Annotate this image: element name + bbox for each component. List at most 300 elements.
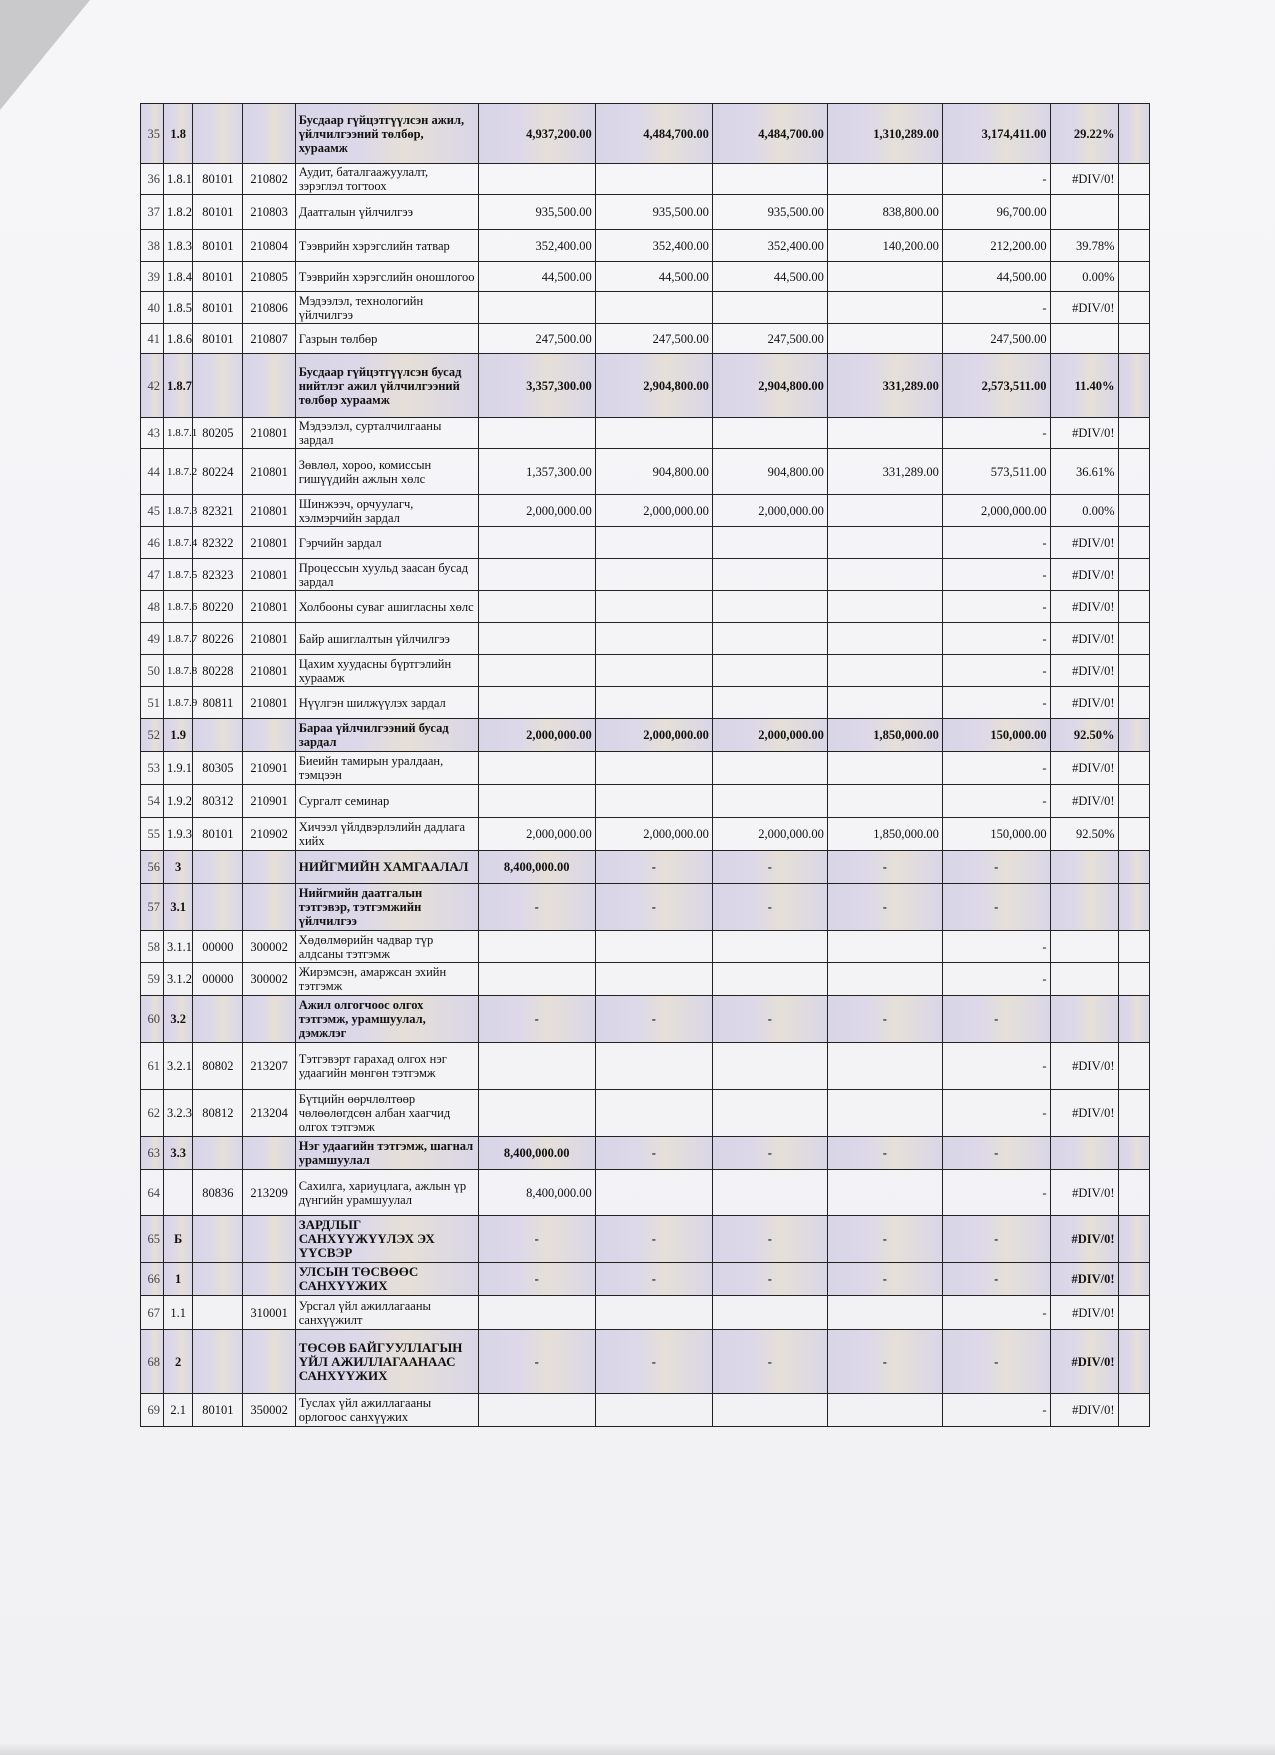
table-row xyxy=(141,1263,1150,1296)
value-col-5: 150,000.00 xyxy=(942,719,1050,752)
sub-code xyxy=(243,1263,295,1296)
table-row xyxy=(141,1043,1150,1090)
table-row xyxy=(141,884,1150,931)
value-col-5: - xyxy=(942,851,1050,884)
percent-cell: #DIV/0! xyxy=(1050,591,1118,623)
row-code: 1.8.7 xyxy=(164,354,193,418)
value-col-1: 8,400,000.00 xyxy=(478,1137,595,1170)
value-col-5: - xyxy=(942,687,1050,719)
value-col-5: 3,174,411.00 xyxy=(942,104,1050,164)
value-col-1: 3,357,300.00 xyxy=(478,354,595,418)
value-col-5: 2,000,000.00 xyxy=(942,495,1050,527)
value-col-5: - xyxy=(942,1043,1050,1090)
value-col-3: 2,000,000.00 xyxy=(712,495,827,527)
value-col-2 xyxy=(595,1170,712,1216)
row-name: Мэдээлэл, технологийн үйлчилгээ xyxy=(295,292,478,324)
row-number: 42 xyxy=(141,354,164,418)
value-col-2 xyxy=(595,1043,712,1090)
row-code: 1.8 xyxy=(164,104,193,164)
table-row xyxy=(141,230,1150,262)
economic-code: 80101 xyxy=(193,818,243,851)
value-col-3 xyxy=(712,752,827,785)
value-col-3 xyxy=(712,931,827,963)
blank-cell xyxy=(1118,785,1149,818)
economic-code xyxy=(193,1296,243,1330)
row-code: 1.8.7.7 xyxy=(164,623,193,655)
table-row xyxy=(141,752,1150,785)
value-col-1 xyxy=(478,164,595,195)
row-code: 1.9.2 xyxy=(164,785,193,818)
percent-cell: #DIV/0! xyxy=(1050,623,1118,655)
percent-cell xyxy=(1050,324,1118,354)
value-col-1 xyxy=(478,591,595,623)
value-col-5: - xyxy=(942,752,1050,785)
row-name: Нэг удаагийн тэтгэмж, шагнал урамшуулал xyxy=(295,1137,478,1170)
value-col-3: - xyxy=(712,884,827,931)
value-col-2: 44,500.00 xyxy=(595,262,712,292)
value-col-5: - xyxy=(942,996,1050,1043)
value-col-1: 2,000,000.00 xyxy=(478,818,595,851)
value-col-1: - xyxy=(478,884,595,931)
table-row xyxy=(141,418,1150,449)
row-name: Тээврийн хэрэгслийн оношлогоо xyxy=(295,262,478,292)
table-row xyxy=(141,354,1150,418)
percent-cell: #DIV/0! xyxy=(1050,1263,1118,1296)
value-col-2 xyxy=(595,752,712,785)
value-col-4: 1,850,000.00 xyxy=(827,719,942,752)
value-col-4 xyxy=(827,655,942,687)
sub-code: 210902 xyxy=(243,818,295,851)
row-code: 1.8.7.9 xyxy=(164,687,193,719)
value-col-3 xyxy=(712,963,827,996)
sub-code: 210801 xyxy=(243,687,295,719)
value-col-3 xyxy=(712,418,827,449)
row-number: 45 xyxy=(141,495,164,527)
percent-cell xyxy=(1050,931,1118,963)
table-row xyxy=(141,623,1150,655)
blank-cell xyxy=(1118,818,1149,851)
row-number: 61 xyxy=(141,1043,164,1090)
percent-cell xyxy=(1050,195,1118,230)
row-code: 1.8.5 xyxy=(164,292,193,324)
row-code: 3.3 xyxy=(164,1137,193,1170)
economic-code xyxy=(193,104,243,164)
value-col-4 xyxy=(827,591,942,623)
table-body xyxy=(141,104,1150,1427)
value-col-3: 2,000,000.00 xyxy=(712,719,827,752)
value-col-4: 331,289.00 xyxy=(827,354,942,418)
value-col-5: - xyxy=(942,1263,1050,1296)
blank-cell xyxy=(1118,449,1149,495)
row-number: 49 xyxy=(141,623,164,655)
sub-code: 213207 xyxy=(243,1043,295,1090)
economic-code: 80812 xyxy=(193,1090,243,1137)
economic-code xyxy=(193,354,243,418)
percent-cell xyxy=(1050,963,1118,996)
blank-cell xyxy=(1118,752,1149,785)
sub-code: 350002 xyxy=(243,1394,295,1427)
economic-code: 80220 xyxy=(193,591,243,623)
value-col-4 xyxy=(827,752,942,785)
percent-cell xyxy=(1050,1137,1118,1170)
value-col-1: 8,400,000.00 xyxy=(478,851,595,884)
value-col-3: 352,400.00 xyxy=(712,230,827,262)
value-col-2: 352,400.00 xyxy=(595,230,712,262)
row-number: 66 xyxy=(141,1263,164,1296)
value-col-1: 4,937,200.00 xyxy=(478,104,595,164)
value-col-3 xyxy=(712,1043,827,1090)
value-col-4 xyxy=(827,1043,942,1090)
row-name: Нүүлгэн шилжүүлэх зардал xyxy=(295,687,478,719)
table-row xyxy=(141,719,1150,752)
value-col-4: - xyxy=(827,996,942,1043)
value-col-5: - xyxy=(942,591,1050,623)
percent-cell: #DIV/0! xyxy=(1050,687,1118,719)
economic-code: 82322 xyxy=(193,527,243,559)
value-col-1: 44,500.00 xyxy=(478,262,595,292)
sub-code xyxy=(243,1330,295,1394)
value-col-2: 2,000,000.00 xyxy=(595,719,712,752)
percent-cell: 39.78% xyxy=(1050,230,1118,262)
sub-code xyxy=(243,354,295,418)
value-col-5: - xyxy=(942,1296,1050,1330)
blank-cell xyxy=(1118,687,1149,719)
percent-cell: #DIV/0! xyxy=(1050,1216,1118,1263)
row-code: 3.1.2 xyxy=(164,963,193,996)
value-col-5: - xyxy=(942,963,1050,996)
percent-cell: #DIV/0! xyxy=(1050,1330,1118,1394)
value-col-5: - xyxy=(942,655,1050,687)
row-number: 60 xyxy=(141,996,164,1043)
table-row xyxy=(141,1090,1150,1137)
sub-code: 210801 xyxy=(243,559,295,591)
row-number: 51 xyxy=(141,687,164,719)
value-col-3 xyxy=(712,785,827,818)
value-col-2 xyxy=(595,785,712,818)
blank-cell xyxy=(1118,559,1149,591)
row-name: Туслах үйл ажиллагааны орлогоос санхүүжих xyxy=(295,1394,478,1427)
value-col-1 xyxy=(478,655,595,687)
value-col-2 xyxy=(595,527,712,559)
value-col-4: - xyxy=(827,851,942,884)
value-col-3 xyxy=(712,1296,827,1330)
value-col-4: 331,289.00 xyxy=(827,449,942,495)
economic-code: 80101 xyxy=(193,164,243,195)
value-col-3: 935,500.00 xyxy=(712,195,827,230)
value-col-5: 96,700.00 xyxy=(942,195,1050,230)
sub-code: 210803 xyxy=(243,195,295,230)
page-bottom-edge xyxy=(0,1743,1275,1755)
value-col-1: - xyxy=(478,1330,595,1394)
table-row xyxy=(141,1170,1150,1216)
row-name: Хөдөлмөрийн чадвар түр алдсаны тэтгэмж xyxy=(295,931,478,963)
budget-table xyxy=(140,103,1150,1427)
value-col-3: 2,904,800.00 xyxy=(712,354,827,418)
row-name: Холбооны суваг ашигласны хөлс xyxy=(295,591,478,623)
sub-code: 300002 xyxy=(243,963,295,996)
sub-code: 210802 xyxy=(243,164,295,195)
value-col-4: - xyxy=(827,1216,942,1263)
economic-code: 80811 xyxy=(193,687,243,719)
row-name: Жирэмсэн, амаржсан эхийн тэтгэмж xyxy=(295,963,478,996)
percent-cell: 0.00% xyxy=(1050,495,1118,527)
row-name: Хичээл үйлдвэрлэлийн дадлага хийх xyxy=(295,818,478,851)
value-col-3: 247,500.00 xyxy=(712,324,827,354)
row-name: Гэрчийн зардал xyxy=(295,527,478,559)
sub-code: 210901 xyxy=(243,752,295,785)
row-number: 59 xyxy=(141,963,164,996)
row-number: 68 xyxy=(141,1330,164,1394)
value-col-5: - xyxy=(942,527,1050,559)
value-col-5: - xyxy=(942,884,1050,931)
value-col-3 xyxy=(712,1090,827,1137)
table-row xyxy=(141,931,1150,963)
table-row xyxy=(141,495,1150,527)
blank-cell xyxy=(1118,495,1149,527)
table-row xyxy=(141,559,1150,591)
row-name: Нийгмийн даатгалын тэтгэвэр, тэтгэмжийн үйлчилгээ xyxy=(295,884,478,931)
row-code xyxy=(164,1170,193,1216)
table-row xyxy=(141,449,1150,495)
economic-code: 80312 xyxy=(193,785,243,818)
value-col-3: 904,800.00 xyxy=(712,449,827,495)
blank-cell xyxy=(1118,1090,1149,1137)
percent-cell: 11.40% xyxy=(1050,354,1118,418)
economic-code xyxy=(193,884,243,931)
value-col-1 xyxy=(478,1394,595,1427)
row-name: ЗАРДЛЫГ САНХҮҮЖҮҮЛЭХ ЭХ ҮҮСВЭР xyxy=(295,1216,478,1263)
row-number: 38 xyxy=(141,230,164,262)
row-code: 3 xyxy=(164,851,193,884)
sub-code: 300002 xyxy=(243,931,295,963)
sub-code: 210806 xyxy=(243,292,295,324)
value-col-1 xyxy=(478,623,595,655)
value-col-1 xyxy=(478,559,595,591)
row-name: Ажил олгогчоос олгох тэтгэмж, урамшуулал, дэмжлэг xyxy=(295,996,478,1043)
row-code: 3.2.3 xyxy=(164,1090,193,1137)
row-code: 3.1.1 xyxy=(164,931,193,963)
value-col-3 xyxy=(712,559,827,591)
value-col-3: - xyxy=(712,1330,827,1394)
row-number: 69 xyxy=(141,1394,164,1427)
blank-cell xyxy=(1118,1330,1149,1394)
economic-code: 80205 xyxy=(193,418,243,449)
blank-cell xyxy=(1118,1394,1149,1427)
row-name: Сахилга, хариуцлага, ажлын үр дүнгийн урамшуулал xyxy=(295,1170,478,1216)
row-code: 1.8.7.4 xyxy=(164,527,193,559)
economic-code: 80305 xyxy=(193,752,243,785)
row-name: Цахим хуудасны бүртгэлийн хураамж xyxy=(295,655,478,687)
row-number: 50 xyxy=(141,655,164,687)
value-col-3 xyxy=(712,655,827,687)
value-col-4 xyxy=(827,262,942,292)
sub-code xyxy=(243,1137,295,1170)
sub-code: 210805 xyxy=(243,262,295,292)
value-col-2: - xyxy=(595,884,712,931)
economic-code: 00000 xyxy=(193,931,243,963)
value-col-5: - xyxy=(942,164,1050,195)
blank-cell xyxy=(1118,851,1149,884)
row-number: 64 xyxy=(141,1170,164,1216)
value-col-3 xyxy=(712,1170,827,1216)
economic-code xyxy=(193,851,243,884)
value-col-4 xyxy=(827,527,942,559)
value-col-3: - xyxy=(712,851,827,884)
row-name: Аудит, баталгаажуулалт, зэрэглэл тогтоох xyxy=(295,164,478,195)
value-col-1 xyxy=(478,687,595,719)
value-col-2: - xyxy=(595,1330,712,1394)
value-col-1: 2,000,000.00 xyxy=(478,719,595,752)
sub-code xyxy=(243,104,295,164)
table-row xyxy=(141,195,1150,230)
value-col-1: 352,400.00 xyxy=(478,230,595,262)
sub-code: 213209 xyxy=(243,1170,295,1216)
sub-code: 210807 xyxy=(243,324,295,354)
economic-code: 80101 xyxy=(193,195,243,230)
value-col-1 xyxy=(478,1090,595,1137)
value-col-2 xyxy=(595,623,712,655)
percent-cell: #DIV/0! xyxy=(1050,418,1118,449)
value-col-1: 8,400,000.00 xyxy=(478,1170,595,1216)
value-col-1: 247,500.00 xyxy=(478,324,595,354)
row-name: Бусдаар гүйцэтгүүлсэн ажил, үйлчилгээний төлбөр, хураамж xyxy=(295,104,478,164)
value-col-2: 2,904,800.00 xyxy=(595,354,712,418)
row-code: 2 xyxy=(164,1330,193,1394)
row-code: 2.1 xyxy=(164,1394,193,1427)
row-number: 57 xyxy=(141,884,164,931)
value-col-5: - xyxy=(942,623,1050,655)
value-col-2 xyxy=(595,559,712,591)
row-number: 58 xyxy=(141,931,164,963)
value-col-3 xyxy=(712,527,827,559)
row-code: Б xyxy=(164,1216,193,1263)
economic-code xyxy=(193,1216,243,1263)
economic-code: 80226 xyxy=(193,623,243,655)
economic-code: 00000 xyxy=(193,963,243,996)
value-col-4 xyxy=(827,495,942,527)
blank-cell xyxy=(1118,963,1149,996)
value-col-3: 44,500.00 xyxy=(712,262,827,292)
table-row xyxy=(141,591,1150,623)
percent-cell: 92.50% xyxy=(1050,818,1118,851)
value-col-4 xyxy=(827,687,942,719)
value-col-3: 2,000,000.00 xyxy=(712,818,827,851)
value-col-3 xyxy=(712,292,827,324)
table-row xyxy=(141,996,1150,1043)
row-number: 36 xyxy=(141,164,164,195)
value-col-2: - xyxy=(595,1263,712,1296)
value-col-5: - xyxy=(942,1330,1050,1394)
blank-cell xyxy=(1118,623,1149,655)
sub-code: 210801 xyxy=(243,495,295,527)
value-col-5: - xyxy=(942,1090,1050,1137)
sub-code: 210901 xyxy=(243,785,295,818)
value-col-4 xyxy=(827,292,942,324)
value-col-4: 838,800.00 xyxy=(827,195,942,230)
row-number: 55 xyxy=(141,818,164,851)
value-col-4: 140,200.00 xyxy=(827,230,942,262)
value-col-5: - xyxy=(942,785,1050,818)
value-col-4: 1,850,000.00 xyxy=(827,818,942,851)
value-col-4 xyxy=(827,1296,942,1330)
value-col-1 xyxy=(478,963,595,996)
percent-cell xyxy=(1050,996,1118,1043)
blank-cell xyxy=(1118,104,1149,164)
row-number: 44 xyxy=(141,449,164,495)
value-col-5: - xyxy=(942,1137,1050,1170)
row-number: 46 xyxy=(141,527,164,559)
value-col-4 xyxy=(827,559,942,591)
table-row xyxy=(141,292,1150,324)
value-col-4 xyxy=(827,164,942,195)
value-col-2 xyxy=(595,164,712,195)
percent-cell xyxy=(1050,851,1118,884)
row-name: Процессын хуульд заасан бусад зардал xyxy=(295,559,478,591)
table-row xyxy=(141,1394,1150,1427)
sub-code xyxy=(243,719,295,752)
value-col-4: 1,310,289.00 xyxy=(827,104,942,164)
table-row xyxy=(141,963,1150,996)
sub-code: 210801 xyxy=(243,655,295,687)
value-col-3: - xyxy=(712,1263,827,1296)
value-col-5: 573,511.00 xyxy=(942,449,1050,495)
row-code: 1.9 xyxy=(164,719,193,752)
blank-cell xyxy=(1118,884,1149,931)
value-col-1 xyxy=(478,292,595,324)
blank-cell xyxy=(1118,354,1149,418)
percent-cell: #DIV/0! xyxy=(1050,1296,1118,1330)
value-col-3 xyxy=(712,1394,827,1427)
value-col-5: 2,573,511.00 xyxy=(942,354,1050,418)
value-col-5: - xyxy=(942,292,1050,324)
value-col-4 xyxy=(827,931,942,963)
row-code: 1.8.7.8 xyxy=(164,655,193,687)
value-col-3 xyxy=(712,687,827,719)
value-col-2: 935,500.00 xyxy=(595,195,712,230)
value-col-4 xyxy=(827,1170,942,1216)
blank-cell xyxy=(1118,1216,1149,1263)
value-col-3: - xyxy=(712,1137,827,1170)
row-code: 1.8.2 xyxy=(164,195,193,230)
value-col-5: 212,200.00 xyxy=(942,230,1050,262)
sub-code: 210801 xyxy=(243,418,295,449)
economic-code: 80224 xyxy=(193,449,243,495)
economic-code: 80228 xyxy=(193,655,243,687)
table-row xyxy=(141,324,1150,354)
value-col-1 xyxy=(478,527,595,559)
table-row xyxy=(141,104,1150,164)
row-number: 63 xyxy=(141,1137,164,1170)
row-code: 3.2 xyxy=(164,996,193,1043)
row-code: 1.8.3 xyxy=(164,230,193,262)
table-row xyxy=(141,818,1150,851)
row-code: 1.9.1 xyxy=(164,752,193,785)
value-col-2 xyxy=(595,931,712,963)
value-col-2 xyxy=(595,1090,712,1137)
row-name: Бусдаар гүйцэтгүүлсэн бусад нийтлэг ажил үйлчилгээний төлбөр хураамж xyxy=(295,354,478,418)
blank-cell xyxy=(1118,931,1149,963)
percent-cell xyxy=(1050,884,1118,931)
percent-cell: #DIV/0! xyxy=(1050,1090,1118,1137)
row-name: Тээврийн хэрэгслийн татвар xyxy=(295,230,478,262)
value-col-1 xyxy=(478,931,595,963)
value-col-3: - xyxy=(712,1216,827,1263)
row-code: 1.8.7.5 xyxy=(164,559,193,591)
row-name: Байр ашиглалтын үйлчилгээ xyxy=(295,623,478,655)
value-col-1: - xyxy=(478,996,595,1043)
value-col-3 xyxy=(712,591,827,623)
row-number: 65 xyxy=(141,1216,164,1263)
